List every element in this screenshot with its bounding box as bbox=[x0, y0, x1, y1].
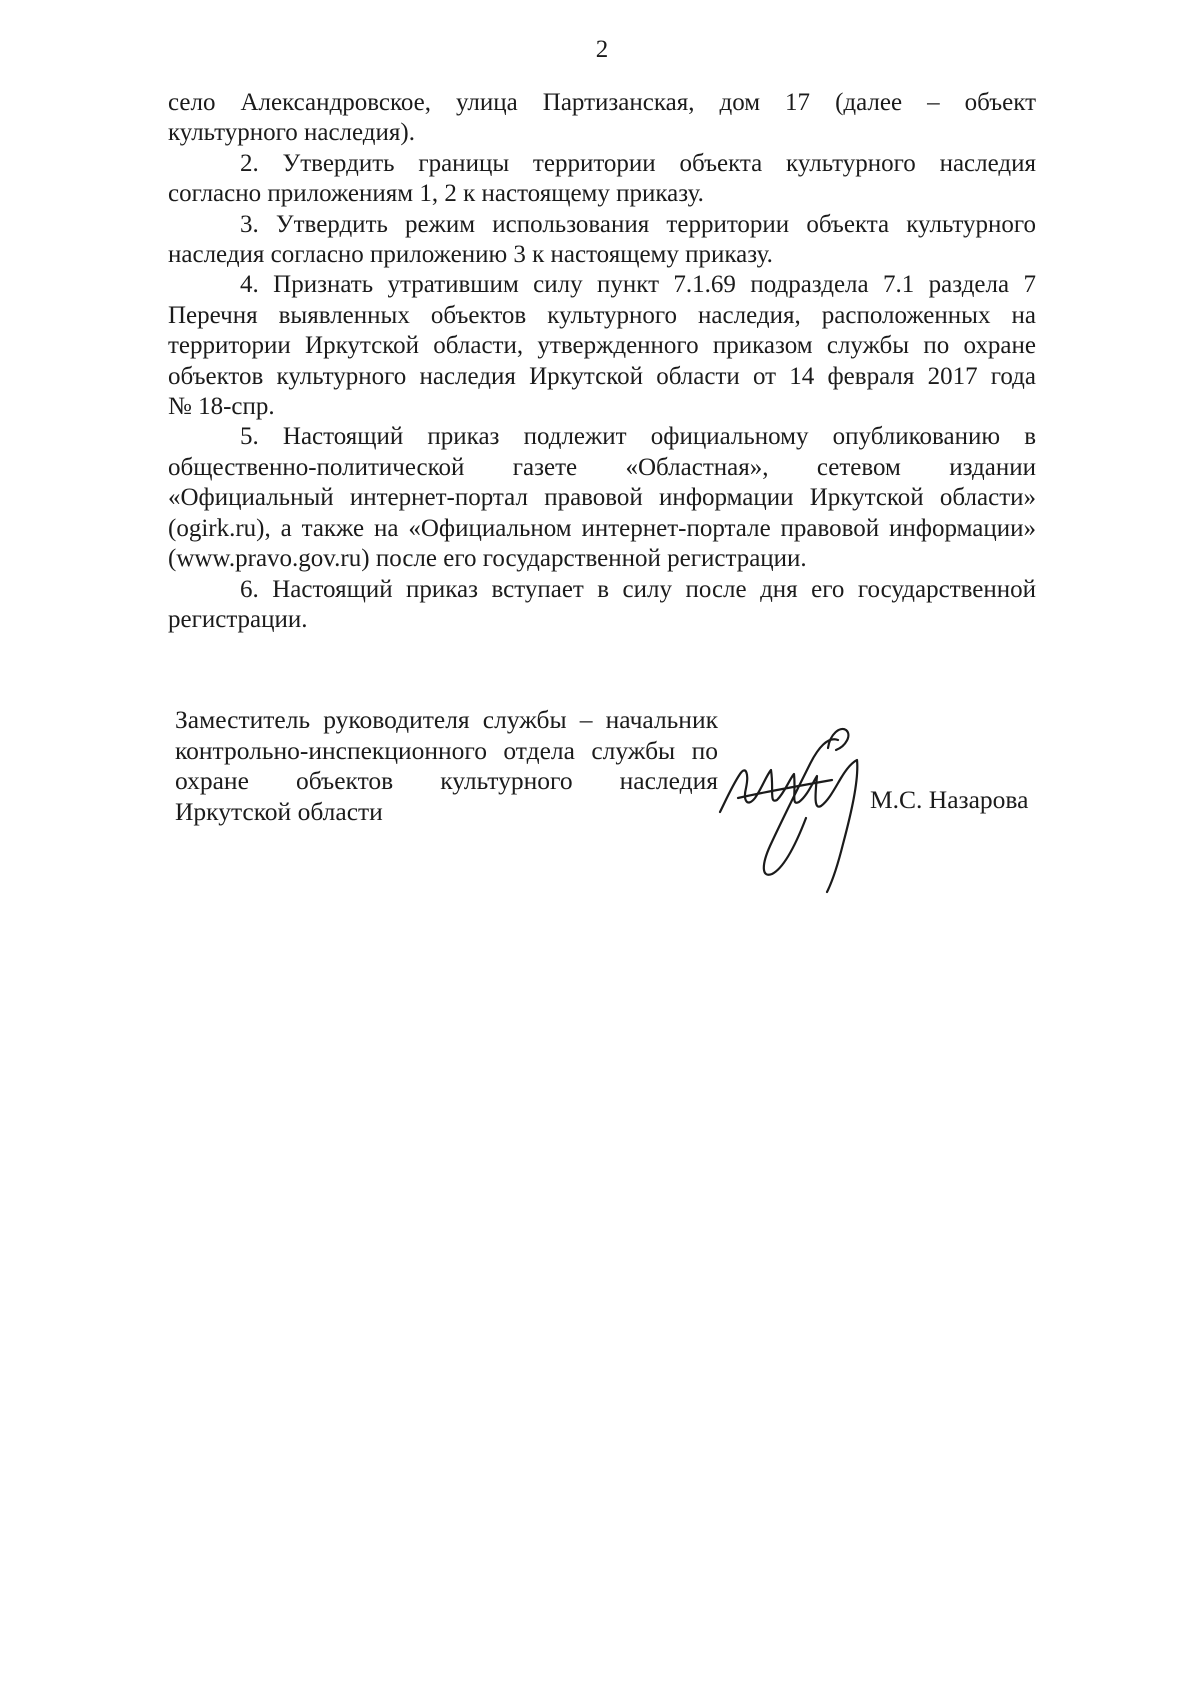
paragraph-item-2 bbox=[168, 149, 1036, 210]
text-line: (www.pravo.gov.ru) после его государственной регистрации. bbox=[168, 545, 807, 573]
text-line: 6. Настоящий приказ вступает в силу после дня его государственной bbox=[240, 575, 1036, 603]
paragraph-item-3 bbox=[168, 210, 1036, 271]
signatory-title-line: Заместитель руководителя службы – начальник bbox=[175, 705, 718, 734]
signature-stroke bbox=[764, 739, 838, 875]
signature-stroke bbox=[720, 760, 857, 892]
paragraph-item-4 bbox=[168, 270, 1036, 422]
text-line: общественно-политической газете «Областная», сетевом издании bbox=[168, 453, 1036, 481]
signatory-name: М.С. Назарова bbox=[870, 785, 1029, 814]
page-number: 2 bbox=[595, 36, 609, 63]
document-body bbox=[168, 88, 1036, 635]
text-line: село Александровское, улица Партизанская, дом 17 (далее – объект bbox=[168, 89, 1036, 116]
text-line: территории Иркутской области, утвержденного приказом службы по охране bbox=[168, 332, 1036, 360]
handwritten-signature bbox=[716, 718, 866, 898]
signatory-title-line: охране объектов культурного наследия bbox=[175, 766, 718, 796]
text-line: (ogirk.ru), а также на «Официальном интернет-портале правовой информации» bbox=[168, 514, 1036, 542]
paragraph-continuation bbox=[168, 88, 1036, 149]
text-line: регистрации. bbox=[168, 605, 308, 633]
text-line: 2. Утвердить границы территории объекта культурного наследия bbox=[240, 149, 1036, 177]
signatory-title bbox=[175, 705, 718, 827]
text-line: № 18-спр. bbox=[168, 393, 275, 421]
text-line: «Официальный интернет-портал правовой информации Иркутской области» bbox=[168, 484, 1036, 512]
text-line: Перечня выявленных объектов культурного наследия, расположенных на bbox=[168, 301, 1036, 329]
text-line: 3. Утвердить режим использования территории объекта культурного bbox=[240, 210, 1036, 238]
text-line: 4. Признать утратившим силу пункт 7.1.69 подраздела 7.1 раздела 7 bbox=[240, 271, 1036, 299]
text-line: объектов культурного наследия Иркутской области от 14 февраля 2017 года bbox=[168, 362, 1036, 390]
paragraph-item-5 bbox=[168, 422, 1036, 574]
text-line: согласно приложениям 1, 2 к настоящему приказу. bbox=[168, 180, 704, 208]
text-line: 5. Настоящий приказ подлежит официальному опубликованию в bbox=[240, 423, 1036, 451]
signatory-title-line: Иркутской области bbox=[175, 796, 383, 826]
paragraph-item-6 bbox=[168, 575, 1036, 636]
signature-stroke bbox=[738, 780, 832, 798]
text-line: наследия согласно приложению 3 к настоящему приказу. bbox=[168, 241, 773, 269]
signatory-title-line: контрольно-инспекционного отдела службы по bbox=[175, 735, 718, 765]
text-line: культурного наследия). bbox=[168, 119, 415, 147]
